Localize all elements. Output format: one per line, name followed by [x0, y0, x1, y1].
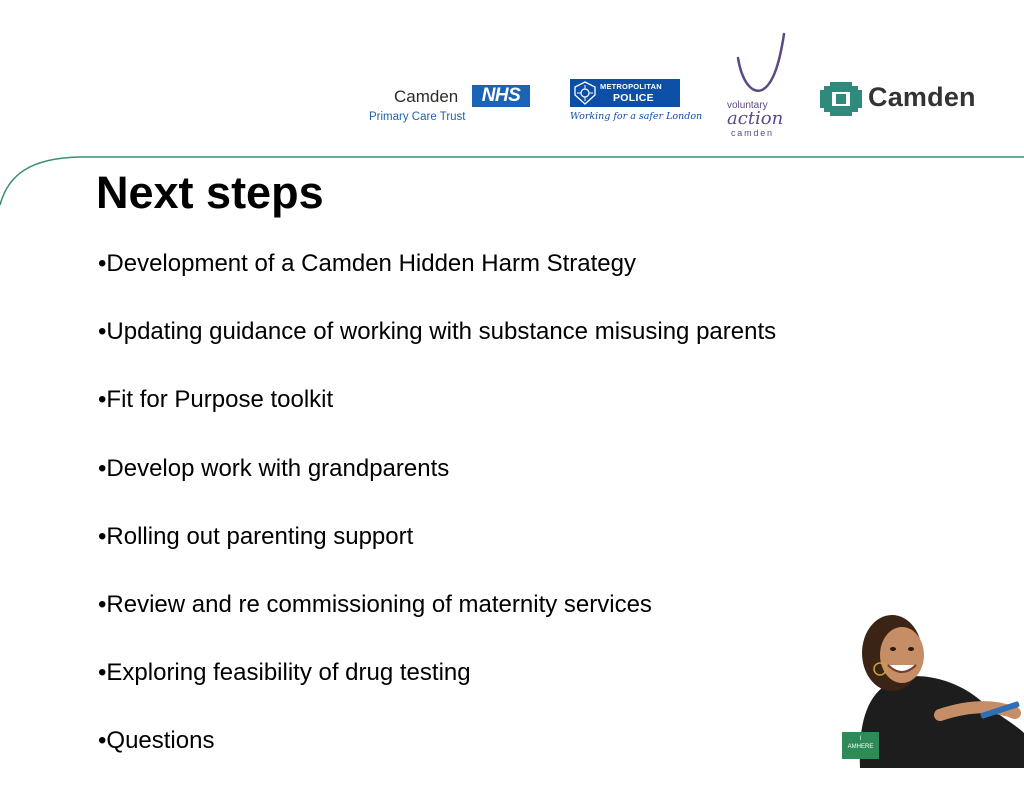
va-logo-line1: voluntary — [727, 100, 768, 111]
police-logo-tagline: Working for a safer London — [570, 111, 703, 122]
va-logo-line3: camden — [731, 128, 774, 138]
bullet-item: •Review and re commissioning of maternity services — [98, 590, 652, 618]
bullet-item: •Rolling out parenting support — [98, 522, 414, 550]
bullet-list — [98, 249, 776, 795]
camden-council-logo — [818, 80, 998, 120]
badge-line1: I — [859, 736, 862, 742]
bullet-item: •Questions — [98, 727, 215, 755]
camden-mark-icon — [818, 80, 864, 118]
pct-logo-subtitle: Primary Care Trust — [369, 111, 466, 123]
camden-logo-name: Camden — [868, 82, 976, 112]
bullet-item: •Develop work with grandparents — [98, 454, 450, 482]
bullet-item: •Fit for Purpose toolkit — [98, 386, 334, 414]
pct-logo-name: Camden — [394, 87, 459, 106]
va-swoosh-icon — [722, 30, 792, 100]
police-logo-line2: POLICE — [613, 92, 654, 104]
police-logo-line1: METROPOLITAN — [600, 82, 662, 91]
police-logo-box — [570, 79, 680, 107]
nhs-badge: NHS — [472, 85, 530, 107]
i-am-here-badge — [842, 732, 879, 759]
slide-title: Next steps — [96, 167, 324, 218]
bullet-item: •Development of a Camden Hidden Harm Strategy — [98, 250, 636, 277]
bullet-item: •Exploring feasibility of drug testing — [98, 659, 471, 687]
va-logo-line2: action — [727, 108, 784, 129]
metropolitan-police-logo — [570, 79, 703, 135]
police-crest-icon — [573, 81, 597, 105]
badge-line2: AMHERE — [847, 744, 874, 750]
voluntary-action-camden-logo — [722, 30, 792, 140]
camden-nhs-pct-logo — [368, 80, 533, 125]
bullet-item: •Updating guidance of working with substance misusing parents — [98, 318, 777, 346]
